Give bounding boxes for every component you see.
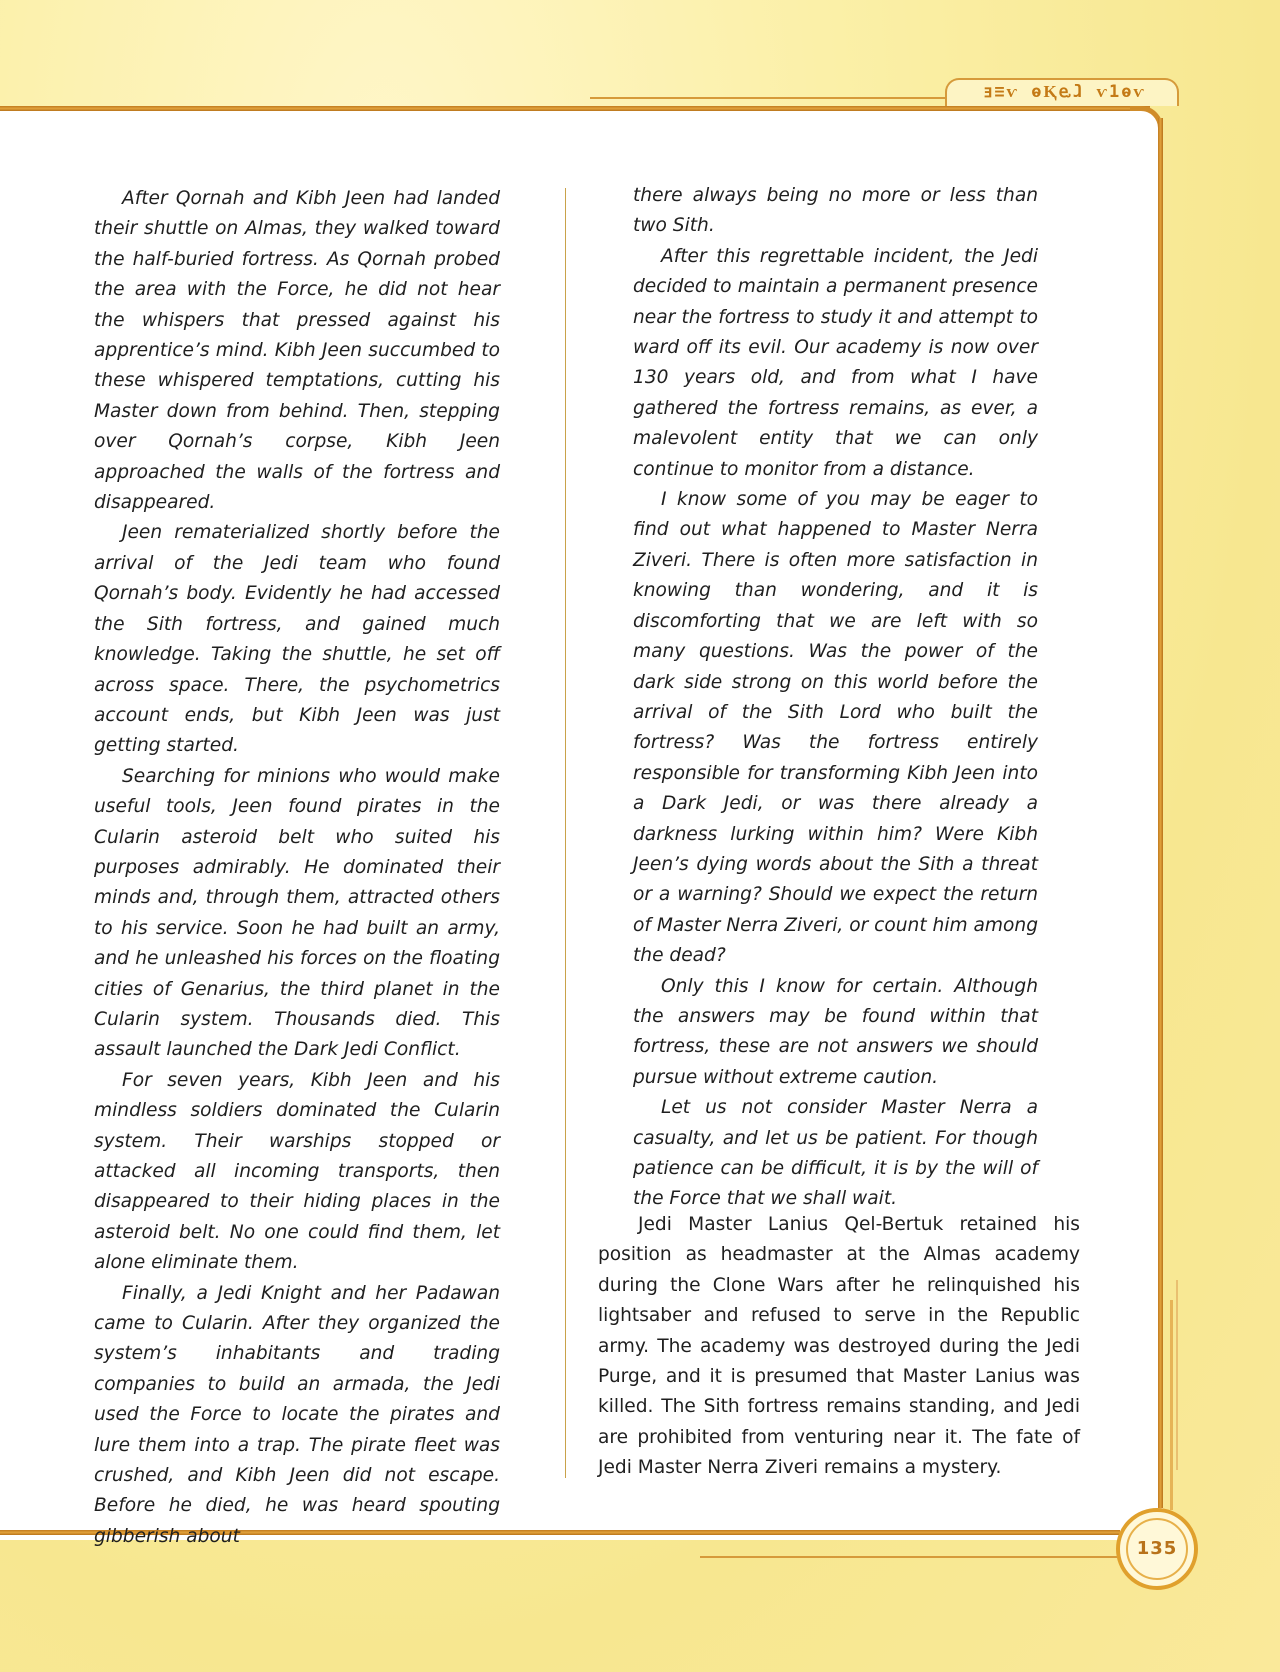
paragraph: Searching for minions who would make useful tools, Jeen found pirates in the Cularin asteroid belt who suited his purposes admirably. He dominated their minds and, through them, attracted others to his service. Soon he had built an army, and he unleashed his forces on the floating cities of Genarius, the third planet in the Cularin system. Thousands died. This assault launched the Dark Jedi Conflict. [94, 765, 500, 1061]
right-column-body [598, 1210, 1080, 1484]
left-column [94, 184, 500, 1552]
paragraph: For seven years, Kibh Jeen and his mindless soldiers dominated the Cularin system. Their warships stopped or attacked all incoming transports, then disappeared to their hiding places in the asteroid belt. No one could find them, let alone eliminate them. [94, 1069, 500, 1274]
header-rule [590, 97, 946, 99]
footer-rule [700, 1556, 1120, 1558]
paragraph: After this regrettable incident, the Jedi decided to maintain a permanent presence near the fortress to study it and attempt to ward off its evil. Our academy is now over 130 years old, and from what I have gathered the fortress remains, as ever, a malevolent entity that we can only continue to monitor from a distance. [633, 245, 1038, 480]
body-paragraph: Jedi Master Lanius Qel-Bertuk retained his position as headmaster at the Almas academy during the Clone Wars after he relinquished his lightsaber and refused to serve in the Republic army. The academy was destroyed during the Jedi Purge, and it is presumed that Master Lanius was killed. The Sith fortress remains standing, and Jedi are prohibited from venturing near it. The fate of Jedi Master Nerra Ziveri remains a mystery. [598, 1214, 1080, 1479]
paragraph: Only this I know for certain. Although the answers may be found within that fortress, these are not answers we should pursue without extreme caution. [633, 975, 1038, 1088]
column-divider [565, 188, 566, 1478]
page-number: 135 [1136, 1538, 1178, 1559]
right-decoration-line-2 [1176, 1280, 1178, 1470]
paragraph: Finally, a Jedi Knight and her Padawan came to Cularin. After they organized the system’s inhabitants and trading companies to build an armada, the Jedi used the Force to locate the pirates and lure them into a trap. The pirate fleet was crushed, and Kibh Jeen did not escape. Before he died, he was heard spouting gibberish about [94, 1282, 500, 1547]
paragraph-continued: there always being no more or less than two Sith. [633, 185, 1038, 237]
paragraph: Let us not consider Master Nerra a casualty, and let us be patient. For though patience can be difficult, it is by the will of the Force that we shall wait. [633, 1097, 1038, 1210]
right-column-quote [633, 181, 1038, 1215]
paragraph: After Qornah and Kibh Jeen had landed their shuttle on Almas, they walked toward the half-buried fortress. As Qornah probed the area with the Force, he did not hear the whispers that pressed against his apprentice’s mind. Kibh Jeen succumbed to these whispered temptations, cutting his Master down from behind. Then, stepping over Qornah’s corpse, Kibh Jeen approached the walls of the fortress and disappeared. [94, 188, 500, 514]
frame-top-border [0, 106, 1150, 111]
aurebesh-header: ⱻ≡ⱱ ⱺⱩⱸⱹ ⱱ1ⱺⱱ [984, 82, 1146, 102]
paragraph: Jeen rematerialized shortly before the arrival of the Jedi team who found Qornah’s body. Evidently he had accessed the Sith fortress, and gained much knowledge. Taking the shuttle, he set off across space. There, the psychometrics account ends, but Kibh Jeen was just getting started. [94, 522, 500, 757]
right-decoration-line [1170, 1300, 1173, 1510]
frame-right-border [1158, 118, 1163, 1508]
paragraph: I know some of you may be eager to find out what happened to Master Nerra Ziveri. There is often more satisfaction in knowing than wondering, and it is discomforting that we are left with so many questions. Was the power of the dark side strong on this world before the arrival of the Sith Lord who built the fortress? Was the fortress entirely responsible for transforming Kibh Jeen into a Dark Jedi, or was there already a darkness lurking within him? Were Kibh Jeen’s dying words about the Sith a threat or a warning? Should we expect the return of Master Nerra Ziveri, or count him among the dead? [633, 489, 1038, 967]
